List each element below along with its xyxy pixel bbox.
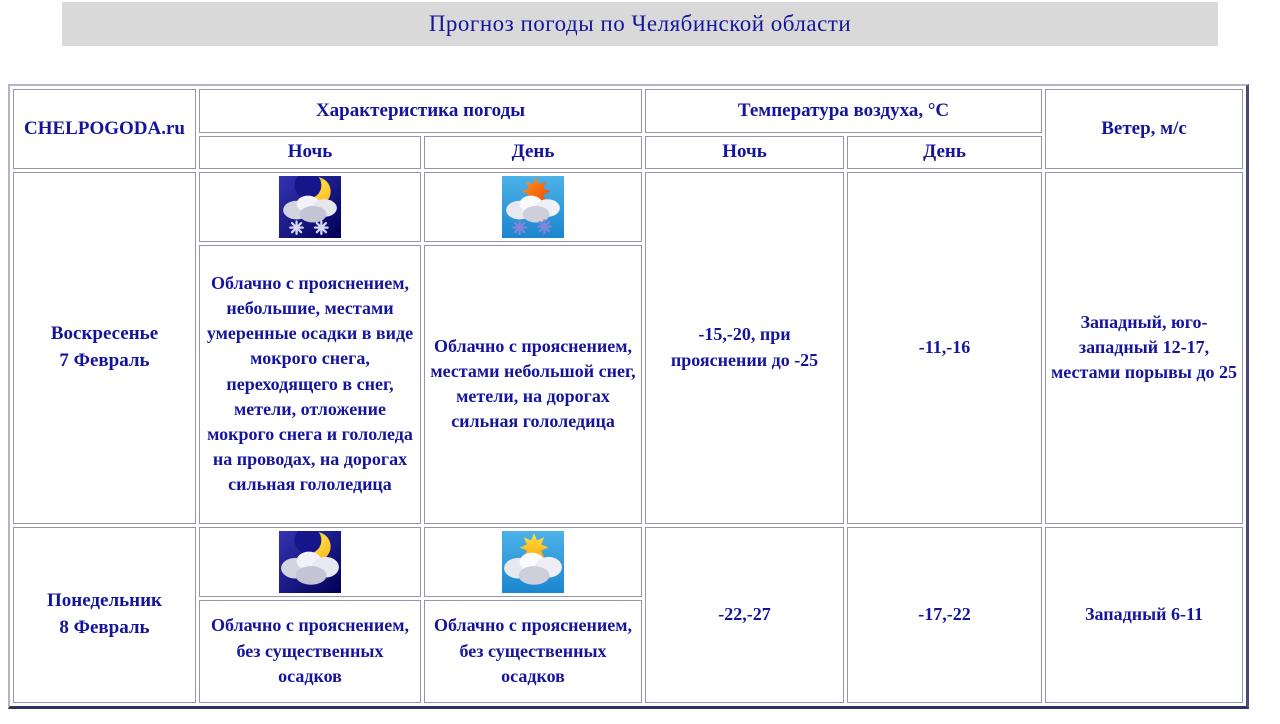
day-name: Воскресенье [50, 323, 159, 344]
header-wind: Ветер, м/с [1045, 89, 1243, 169]
day-date: 7 Февраль [59, 349, 150, 371]
forecast-table [8, 84, 1249, 709]
day-name: Понедельник [46, 590, 162, 611]
forecast-row-sunday [13, 172, 1243, 524]
sun-clouds-icon [502, 531, 564, 593]
day-temp-cell: -17,-22 [847, 527, 1042, 703]
forecast-row-monday [13, 527, 1243, 703]
subheader-weather-night: Ночь [199, 136, 421, 169]
night-weather-text: Облачно с прояснением, небольшие, местами умеренные осадки в виде мокрого снега, переходящего в снег, метели, отложение мокрого снега и гололеда на проводах, на дорогах сильная гололедица [206, 272, 414, 495]
subheader-temp-day: День [847, 136, 1042, 169]
day-weather-cell [424, 172, 642, 524]
brand-logo: CHELPOGODA.ru [13, 89, 196, 169]
wind-cell: Западный, юго-западный 12-17, местами порывы до 25 [1045, 172, 1243, 524]
night-weather-cell [199, 172, 421, 524]
wind-cell: Западный 6-11 [1045, 527, 1243, 703]
header-temperature: Температура воздуха, °С [645, 89, 1042, 133]
night-temp-cell: -22,-27 [645, 527, 844, 703]
day-date: 8 Февраль [59, 616, 150, 638]
day-weather-text: Облачно с прояснением, местами небольшой снег, метели, на дорогах сильная гололедица [430, 335, 636, 432]
sun-clouds-snowflakes-icon [502, 176, 564, 238]
day-label [13, 527, 196, 703]
day-weather-cell [424, 527, 642, 703]
page-title-bar [62, 2, 1218, 46]
night-temp-cell: -15,-20, при прояснении до -25 [645, 172, 844, 524]
subheader-temp-night: Ночь [645, 136, 844, 169]
day-weather-text: Облачно с прояснением, без существенных осадков [433, 615, 633, 686]
day-temp-cell: -11,-16 [847, 172, 1042, 524]
moon-clouds-icon [279, 531, 341, 593]
day-label [13, 172, 196, 524]
night-weather-cell [199, 527, 421, 703]
subheader-weather-day: День [424, 136, 642, 169]
page-title: Прогноз погоды по Челябинской области [428, 11, 852, 36]
night-weather-text: Облачно с прояснением, без существенных осадков [210, 615, 410, 686]
moon-clouds-snowflakes-icon [279, 176, 341, 238]
header-characteristic: Характеристика погоды [199, 89, 642, 133]
